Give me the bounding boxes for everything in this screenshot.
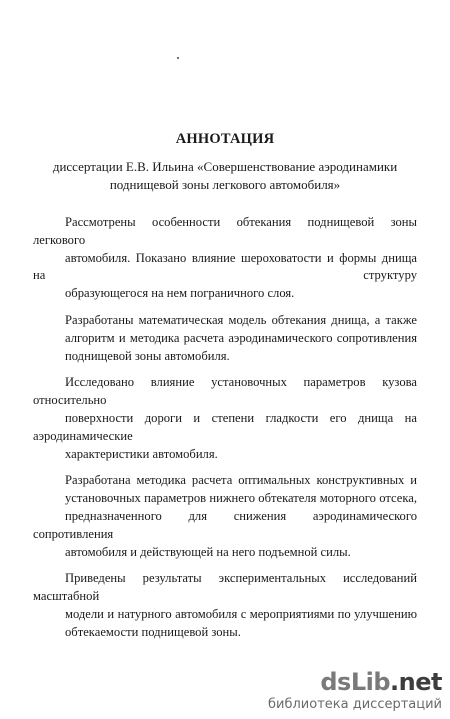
text-line: поверхности дороги и степени гладкости его днища на аэродинамические bbox=[33, 410, 417, 443]
text-line: Разработаны математическая модель обтекания днища, а также bbox=[65, 312, 417, 327]
subtitle-line-2: поднищевой зоны легкового автомобиля» bbox=[109, 177, 341, 192]
text-line: предназначенного для снижения аэродинамического сопротивления bbox=[33, 508, 417, 541]
text-line: характеристики автомобиля. bbox=[65, 446, 218, 461]
page-title: АННОТАЦИЯ bbox=[175, 131, 275, 147]
text-line: установочных параметров нижнего обтекателя моторного отсека, bbox=[65, 491, 417, 506]
subtitle-line-1: диссертации Е.В. Ильина «Совершенствование аэродинамики bbox=[52, 159, 398, 174]
text-line: Приведены результаты экспериментальных исследований масштабной bbox=[33, 571, 417, 604]
text-line: Разработана методика расчета оптимальных конструктивных и bbox=[65, 473, 417, 488]
text-line: Рассмотрены особенности обтекания поднищевой зоны легкового bbox=[33, 215, 417, 247]
text-line: автомобиля. Показано влияние шероховатости и формы днища на структуру bbox=[33, 250, 417, 283]
text-line: обтекаемости поднищевой зоны. bbox=[65, 624, 241, 639]
dslib-logo: dsLib.net bbox=[320, 668, 442, 696]
text-line: Исследовано влияние установочных параметров кузова относительно bbox=[33, 375, 417, 408]
paragraph bbox=[33, 472, 417, 561]
paragraph bbox=[33, 312, 417, 365]
text-line: автомобиля и действующей на него подъемной силы. bbox=[65, 544, 351, 559]
text-line: алгоритм и методика расчета аэродинамического сопротивления bbox=[65, 330, 417, 345]
text-line: поднищевой зоны автомобиля. bbox=[65, 348, 230, 363]
dslib-watermark bbox=[268, 669, 442, 712]
scan-speck bbox=[177, 57, 179, 59]
text-line: модели и натурного автомобиля с мероприятиями по улучшению bbox=[65, 606, 417, 621]
watermark-subtitle: библиотека диссертаций bbox=[268, 697, 442, 712]
text-line: образующегося на нем пограничного слоя. bbox=[65, 286, 295, 301]
paragraph bbox=[33, 570, 417, 641]
abstract-body bbox=[33, 214, 417, 651]
paragraph bbox=[33, 214, 417, 303]
paragraph bbox=[33, 374, 417, 463]
